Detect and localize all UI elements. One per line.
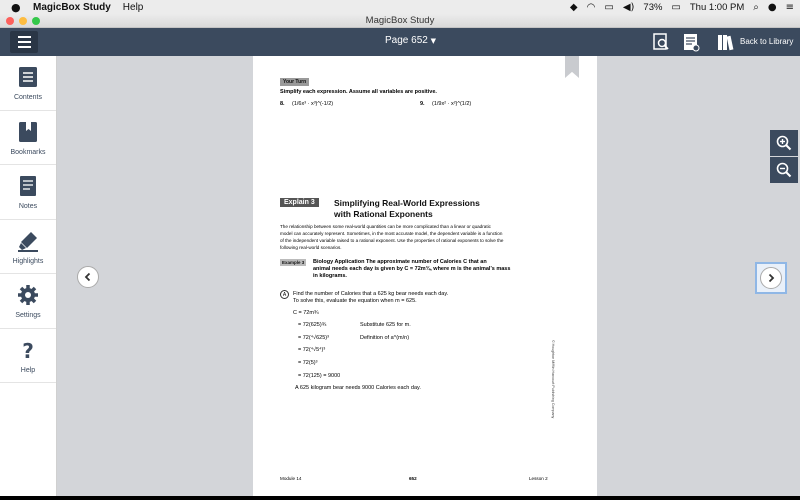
instruction-text: Simplify each expression. Assume all variables are positive.	[280, 89, 437, 95]
intro-line: The relationship between some real-world quantities can be more complicated than a linear or quadratic	[280, 224, 491, 229]
zoom-out-icon	[776, 162, 792, 178]
previous-page-button[interactable]	[77, 266, 99, 288]
app-toolbar	[0, 28, 800, 56]
notes-icon	[17, 175, 39, 197]
menu-bar	[0, 0, 800, 14]
explain-title-line2: with Rational Exponents	[334, 209, 433, 219]
notes-list-icon[interactable]	[681, 32, 701, 52]
sidebar-item-label: Highlights	[12, 257, 44, 265]
q9-expression: (1/9x² · x²)^(1/2)	[432, 101, 472, 107]
help-icon	[17, 339, 39, 361]
siri-icon[interactable]: ●	[767, 1, 777, 13]
sidebar	[0, 56, 57, 496]
dropbox-icon[interactable]: ◆	[569, 1, 578, 13]
explain-title-line1: Simplifying Real-World Expressions	[334, 198, 480, 208]
step-text-line: Find the number of Calories that a 625 kg bear needs each day.	[293, 291, 449, 297]
zoom-in-button[interactable]	[770, 130, 798, 156]
intro-line: model can accurately represent. Sometimes, in the most accurate model, the dependent variable is a function	[280, 231, 503, 236]
window-title: MagicBox Study	[365, 15, 435, 26]
equation-line: = 72(625)¾	[298, 322, 327, 328]
app-menu[interactable]: MagicBox Study	[33, 1, 111, 13]
chevron-right-icon	[766, 273, 776, 283]
apple-menu-icon[interactable]: ●	[11, 0, 21, 14]
example-heading-line: in kilograms.	[313, 273, 347, 279]
menu-clock[interactable]: Thu 1:00 PM	[689, 1, 745, 13]
sidebar-item-help[interactable]	[0, 329, 56, 384]
textbook-page	[253, 56, 597, 496]
sidebar-item-label: Help	[20, 366, 36, 374]
hamburger-menu-button[interactable]	[10, 31, 38, 53]
sidebar-item-label: Contents	[13, 94, 43, 101]
zoom-window-button[interactable]	[32, 17, 40, 25]
equation-note: Definition of a^(m/n)	[360, 335, 410, 341]
settings-icon	[17, 284, 39, 306]
equation-line: = 72(⁴√625)³	[298, 335, 329, 341]
equation-line: = 72(5)³	[298, 360, 318, 366]
back-to-library-button[interactable]: Back to Library	[740, 37, 794, 46]
notification-center-icon[interactable]: ≡	[785, 1, 794, 13]
window-titlebar	[0, 14, 800, 28]
battery-percent[interactable]: 73%	[643, 1, 663, 13]
sidebar-item-label: Bookmarks	[10, 148, 46, 156]
sidebar-item-bookmarks[interactable]	[0, 111, 56, 166]
battery-icon[interactable]: ▭	[671, 1, 681, 13]
wifi-icon[interactable]: ◠	[586, 1, 596, 13]
equation-line: = 72(125) = 9000	[298, 373, 341, 379]
footer-module: Module 14	[280, 476, 302, 481]
library-books-icon[interactable]	[716, 32, 736, 52]
intro-line: following real-world scenarios.	[280, 245, 342, 250]
example-label: Example 3	[282, 260, 305, 265]
q8-number: 8.	[280, 101, 285, 107]
search-book-icon[interactable]	[651, 32, 671, 52]
equation-note: Substitute 625 for m.	[360, 322, 411, 328]
step-a-marker: A	[280, 290, 289, 299]
equation-line: = 72(⁴√5⁴)³	[298, 347, 326, 353]
spotlight-search-icon[interactable]: ⌕	[753, 1, 759, 13]
sidebar-item-contents[interactable]	[0, 56, 56, 111]
volume-icon[interactable]: ◀)	[622, 1, 635, 13]
highlights-icon	[17, 230, 39, 252]
footer-lesson: Lesson 2	[529, 476, 548, 481]
step-text-line: To solve this, evaluate the equation when m = 625.	[293, 298, 417, 304]
zoom-out-button[interactable]	[770, 157, 798, 183]
close-window-button[interactable]	[6, 17, 14, 25]
minimize-window-button[interactable]	[19, 17, 27, 25]
conclusion-text: A 625 kilogram bear needs 9000 Calories each day.	[295, 385, 421, 391]
sidebar-item-highlights[interactable]	[0, 220, 56, 275]
bottom-edge	[0, 496, 800, 500]
next-page-button[interactable]	[760, 267, 782, 289]
explain-label: Explain 3	[280, 198, 319, 207]
svg-text:?: ?	[22, 338, 34, 361]
equation-line: C = 72m¾	[293, 310, 319, 316]
sidebar-item-label: Notes	[18, 203, 38, 210]
q9-number: 9.	[420, 101, 425, 107]
airplay-icon[interactable]: ▭	[604, 1, 614, 13]
sidebar-item-label: Settings	[15, 312, 41, 319]
example-heading-line: animal needs each day is given by C = 72m¾, where m is the animal's mass	[313, 266, 511, 272]
example-heading-line: Biology Application The approximate number of Calories C that an	[313, 259, 487, 265]
page-selector[interactable]	[385, 35, 436, 46]
chevron-down-icon: ▼	[430, 37, 436, 45]
contents-icon	[17, 66, 39, 88]
zoom-in-icon	[776, 135, 792, 151]
intro-line: of the independent variable raised to a rational exponent. Use the properties of rational exponents to solve the	[280, 238, 504, 243]
your-turn-label: Your Turn	[280, 78, 309, 86]
help-menu[interactable]: Help	[122, 1, 144, 13]
q8-expression: (1/6x³ · x³)^(-1/2)	[292, 101, 334, 107]
status-area	[570, 0, 794, 14]
window-controls	[6, 17, 40, 25]
bookmarks-icon	[17, 121, 39, 143]
sidebar-item-settings[interactable]	[0, 274, 56, 329]
footer-page-number: 652	[409, 476, 417, 481]
copyright-vertical: © Houghton Mifflin Harcourt Publishing Company	[551, 340, 555, 419]
sidebar-item-notes[interactable]	[0, 165, 56, 220]
chevron-left-icon	[83, 272, 93, 282]
page-selector-label: Page 652	[385, 35, 428, 46]
